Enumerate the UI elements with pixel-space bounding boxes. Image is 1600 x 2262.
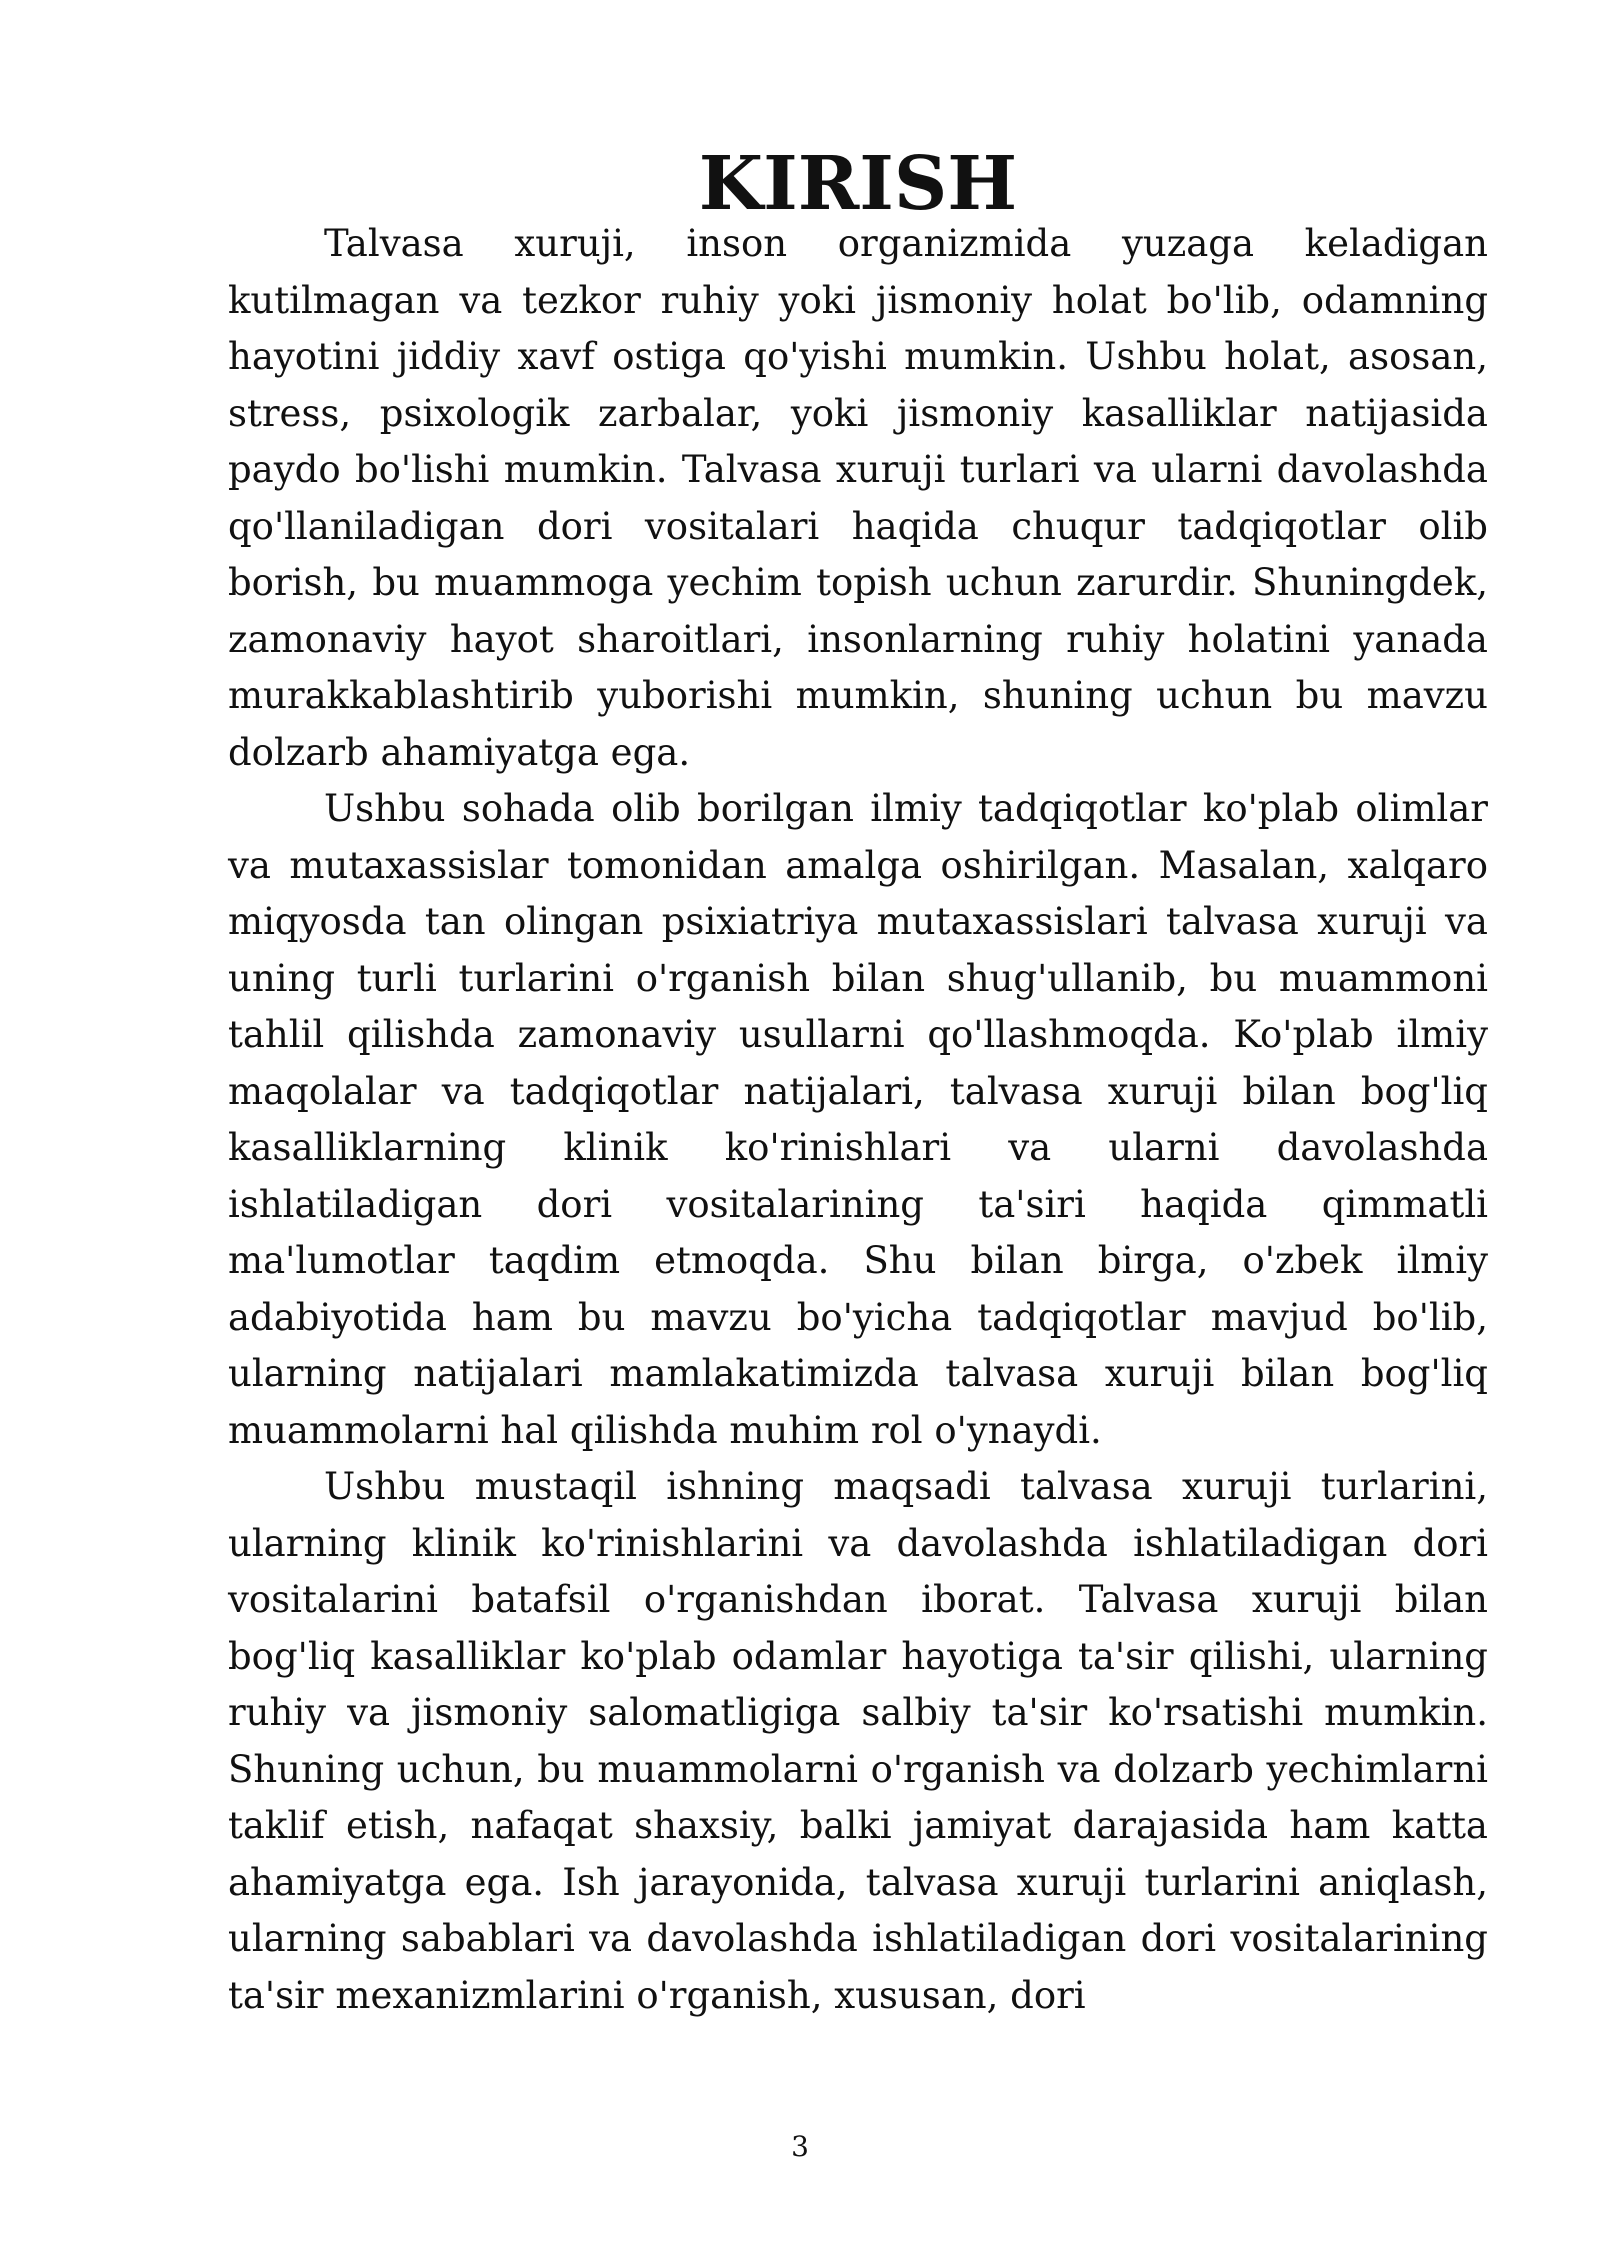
paragraph-intro: Talvasa xuruji, inson organizmida yuzaga keladigan kutilmagan va tezkor ruhiy yoki jismoniy holat bo'lib, odamning hayotini jiddiy xavf ostiga qo'yishi mumkin. Ushbu holat, asosan, stress, psixologik zarbalar, yoki jismoniy kasalliklar natijasida paydo bo'lishi mumkin. Talvasa xuruji turlari va ularni davolashda qo'llaniladigan dori vositalari haqida chuqur tadqiqotlar olib borish, bu muammoga yechim topish uchun zarurdir. Shuningdek, zamonaviy hayot sharoitlari, insonlarning ruhiy holatini yanada murakkablashtirib yuborishi mumkin, shuning uchun bu mavzu dolzarb ahamiyatga ega. (228, 222, 1488, 774)
paragraph-goal: Ushbu mustaqil ishning maqsadi talvasa xuruji turlarini, ularning klinik ko'rinishlarini va davolashda ishlatiladigan dori vositalarini batafsil o'rganishdan iborat. Talvasa xuruji bilan bog'liq kasalliklar ko'plab odamlar hayotiga ta'sir qilishi, ularning ruhiy va jismoniy salomatligiga salbiy ta'sir ko'rsatishi mumkin. Shuning uchun, bu muammolarni o'rganish va dolzarb yechimlarni taklif etish, nafaqat shaxsiy, balki jamiyat darajasida ham katta ahamiyatga ega. Ish jarayonida, talvasa xuruji turlarini aniqlash, ularning sabablari va davolashda ishlatiladigan dori vositalarining ta'sir mexanizmlarini o'rganish, xususan, dori (228, 1465, 1488, 2017)
document-body (228, 141, 1488, 2024)
page-title: KIRISH (698, 141, 1018, 227)
page-number: 3 (791, 2130, 809, 2163)
paragraph-research: Ushbu sohada olib borilgan ilmiy tadqiqotlar ko'plab olimlar va mutaxassislar tomonidan amalga oshirilgan. Masalan, xalqaro miqyosda tan olingan psixiatriya mutaxassislari talvasa xuruji va uning turli turlarini o'rganish bilan shug'ullanib, bu muammoni tahlil qilishda zamonaviy usullarni qo'llashmoqda. Ko'plab ilmiy maqolalar va tadqiqotlar natijalari, talvasa xuruji bilan bog'liq kasalliklarning klinik ko'rinishlari va ularni davolashda ishlatiladigan dori vositalarining ta'siri haqida qimmatli ma'lumotlar taqdim etmoqda. Shu bilan birga, o'zbek ilmiy adabiyotida ham bu mavzu bo'yicha tadqiqotlar mavjud bo'lib, ularning natijalari mamlakatimizda talvasa xuruji bilan bog'liq muammolarni hal qilishda muhim rol o'ynaydi. (228, 787, 1488, 1452)
